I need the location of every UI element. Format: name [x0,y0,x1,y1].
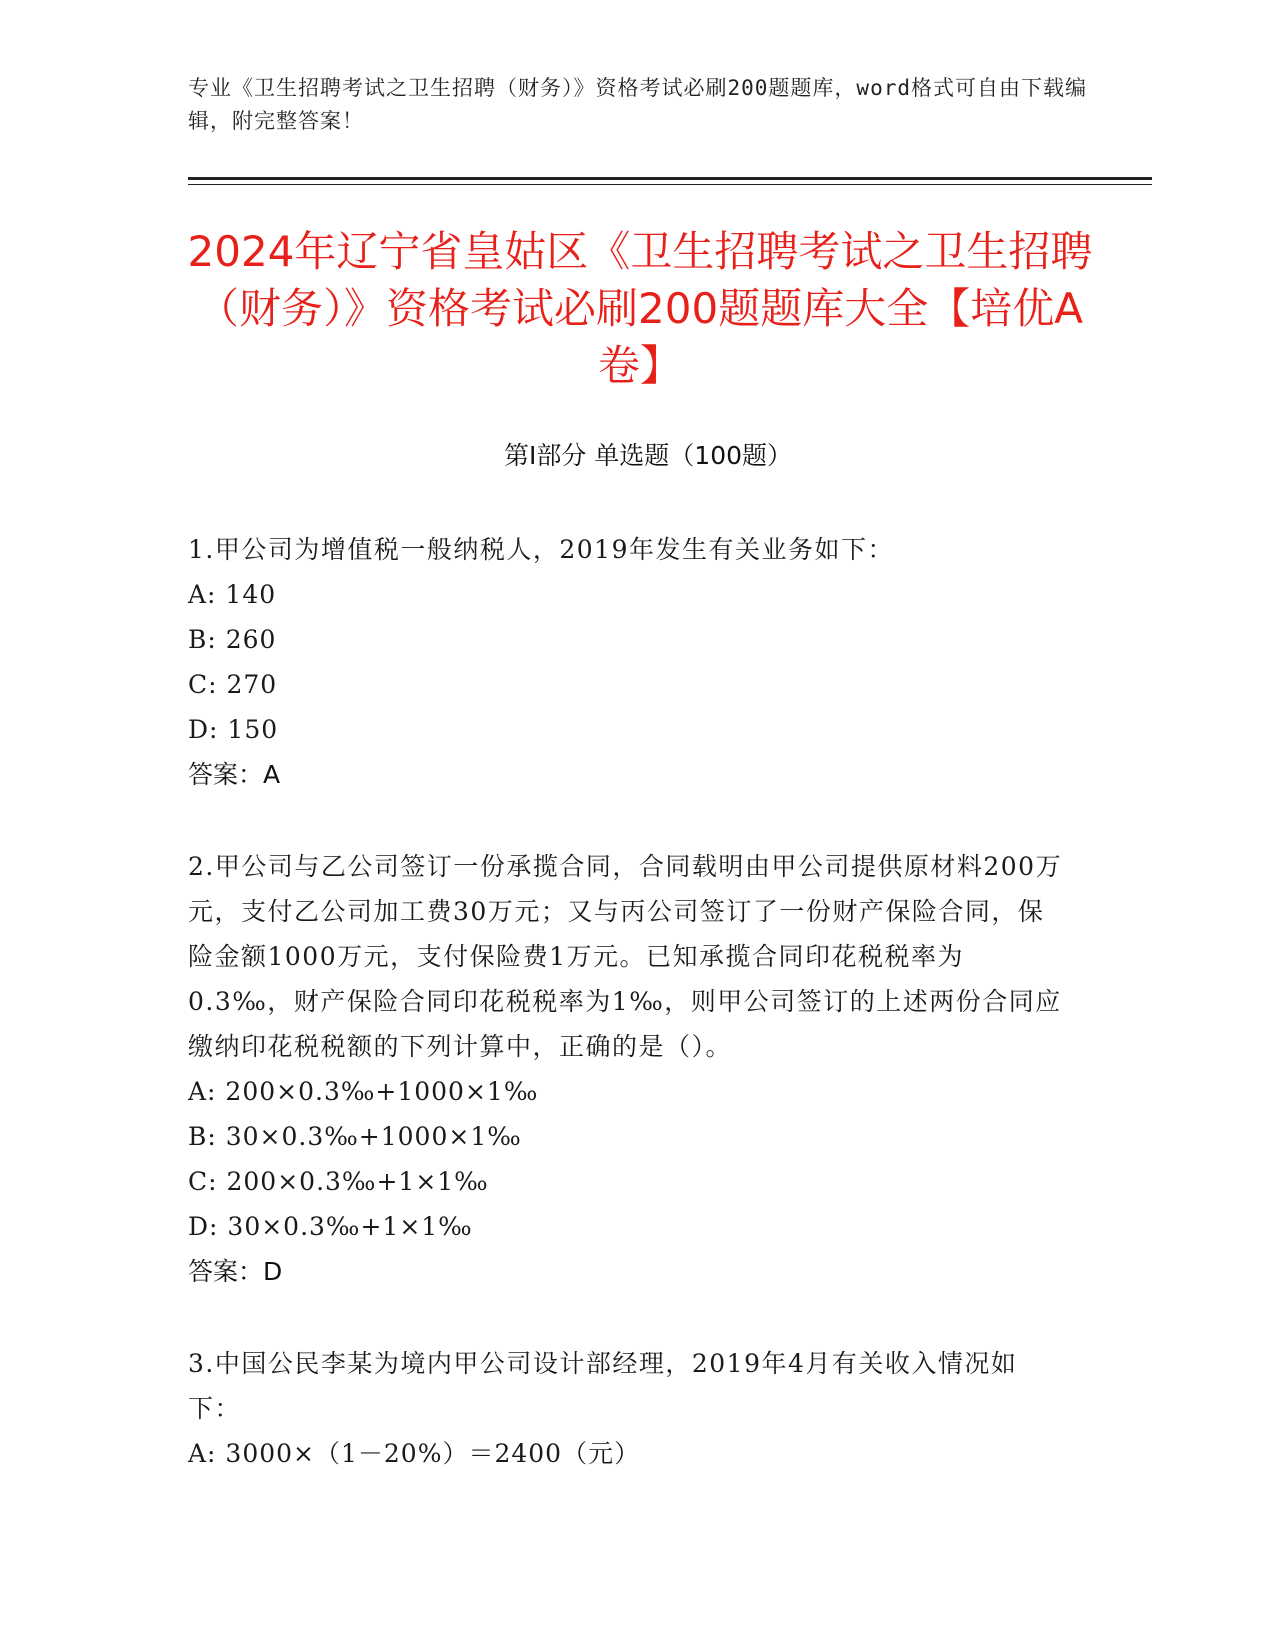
answer: 答案：D [188,1257,283,1286]
option-d: D: 150 [188,715,279,744]
question-text: 3.中国公民李某为境内甲公司设计部经理，2019年4月有关收入情况如下： [188,1349,1018,1423]
answer: 答案：A [188,760,281,789]
option-a: A: 140 [188,580,277,609]
option-a: A: 200×0.3‰+1000×1‰ [188,1077,539,1106]
question-2 [188,844,1068,1294]
section-title: 第Ⅰ部分 单选题（100题） [503,441,793,470]
question-1 [188,527,1068,797]
question-text: 2.甲公司与乙公司签订一份承揽合同，合同载明由甲公司提供原材料200万元，支付乙公司加工费30万元；又与丙公司签订了一份财产保险合同，保险金额1000万元，支付保险费1万元。已知承揽合同印花税税率为0.3‰，财产保险合同印花税税率为1‰，则甲公司签订的上述两份合同应缴纳印花税税额的下列计算中，正确的是（）。 [188,852,1063,1061]
option-c: C: 200×0.3‰+1×1‰ [188,1167,489,1196]
header-note: 专业《卫生招聘考试之卫生招聘（财务）》资格考试必刷200题题库，word格式可自由下载编辑，附完整答案！ [188,76,1087,133]
option-b: B: 260 [188,625,277,654]
question-text: 1.甲公司为增值税一般纳税人，2019年发生有关业务如下： [188,535,894,564]
option-d: D: 30×0.3‰+1×1‰ [188,1212,473,1241]
header-rule-thin [188,184,1152,185]
option-c: C: 270 [188,670,278,699]
document-title: 2024年辽宁省皇姑区《卫生招聘考试之卫生招聘（财务）》资格考试必刷200题题库大全【培优A卷】 [187,227,1093,390]
question-list [188,527,1068,1523]
question-3 [188,1341,1068,1476]
option-b: B: 30×0.3‰+1000×1‰ [188,1122,522,1151]
option-a: A: 3000×（1－20%）＝2400（元） [188,1439,641,1468]
header-rule-thick [188,177,1152,180]
